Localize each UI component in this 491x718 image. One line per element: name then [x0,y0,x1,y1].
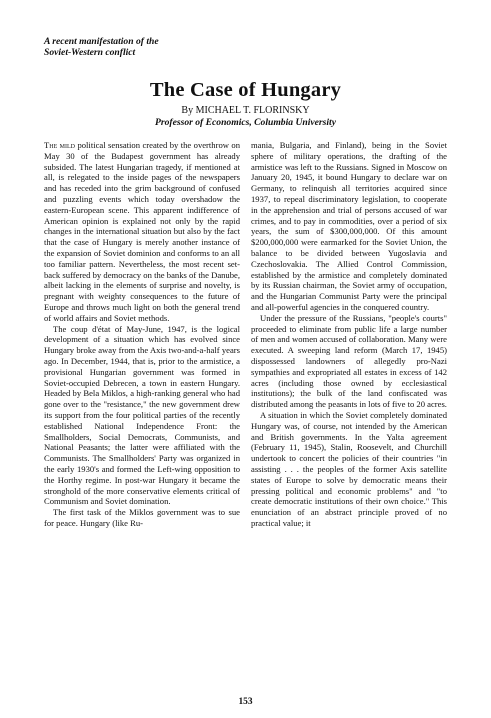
left-paragraph-3: The first task of the Miklos government was to sue for peace. Hungary (like Ru- [44,507,240,528]
lead-in-smallcaps: The mild [44,140,76,150]
left-paragraph-1-text: political sensation created by the overthrow on May 30 of the Budapest government has already subsided. The latest Hungarian tragedy, if mentioned at all, is relegated to the inside pages of the newspapers and has receded into the grim background of confused and puzzling events which today overshadow the eastern-European scene. This apparent indifference of American opinion is explained not only by the rapid changes in the international situation but also by the fact that the case of Hungary is merely another instance of the expansion of Soviet dominion and conforms to an all too familiar pattern. Nevertheless, the most recent set-back suffered by democracy on the banks of the Danube, albeit lacking in the elements of surprise and novelty, is pregnant with weighty consequences to the future of Europe and throws much light on both the general trend of world affairs and Soviet methods. [44,140,240,323]
left-column [44,140,240,529]
article-title: The Case of Hungary [149,79,342,101]
author-affiliation: Professor of Economics, Columbia University [155,117,336,128]
right-column [251,140,447,529]
right-paragraph-1: mania, Bulgaria, and Finland), being in the Soviet sphere of military operations, the drafting of the armistice was left to the Russians. Signed in Moscow on January 20, 1945, it bound Hungary to declare war on Germany, to relinquish all territories acquired since 1937, to repeal discriminatory legislation, to cooperate in the apprehension and trial of persons accused of war crimes, and to pay in commodities, over a period of six years, the sum of $300,000,000. Of this amount $200,000,000 were earmarked for the Soviet Union, the balance to be divided between Yugoslavia and Czechoslovakia. The Allied Control Commission, established by the armistice and completely dominated by its Russian chairman, the Soviet army of occupation, and the Hungarian Communist Party were the principal and all-powerful agencies in the conquered country. [251,140,447,312]
page-number: 153 [238,697,253,707]
article-body [44,140,447,529]
right-paragraph-3: A situation in which the Soviet completely dominated Hungary was, of course, not intended by the American and British governments. In the Yalta agreement (February 11, 1945), Stalin, Roosevelt, and Churchill undertook to concert the policies of their countries "in assisting . . . the peoples of the former Axis satellite states of Europe to solve by democratic means their pressing political and economic problems" and "to create democratic institutions of their own choice." This enunciation of an abstract principle proved of no practical value; it [251,409,447,528]
byline: By MICHAEL T. FLORINSKY [181,105,310,116]
kicker-line-2: Soviet-Western conflict [44,47,136,58]
left-paragraph-2: The coup d'état of May-June, 1947, is the logical development of a situation which has evolved since Hungary broke away from the Axis two-and-a-half years ago. In December, 1944, that is, prior to the armistice, a provisional Hungarian government was formed in Soviet-occupied Debrecen, a town in eastern Hungary. Headed by Bela Miklos, a high-ranking general who had gone over to the "resistance," the new government drew its support from the four political parties of the recently established National Independence Front: the Smallholders, Social Democrats, Communists, and National Peasants; the latter were affiliated with the Communists. The Smallholders' Party was organized in the early 1930's and formed the Left-wing opposition to the Horthy regime. In post-war Hungary it became the stronghold of the more conservative elements critical of Communism and Soviet domination. [44,323,240,507]
left-paragraph-1 [44,140,240,324]
kicker-line-1: A recent manifestation of the [44,36,159,47]
right-paragraph-2: Under the pressure of the Russians, "people's courts" proceeded to eliminate from public life a large number of men and women accused of collaboration. Many were executed. A sweeping land reform (March 17, 1945) dispossessed landowners of allegedly pro-Nazi sympathies and expropriated all estates in excess of 142 acres (including those owned by ecclesiastical institutions); the bulk of the land confiscated was distributed among the peasants in lots of five to 20 acres. [251,312,447,410]
